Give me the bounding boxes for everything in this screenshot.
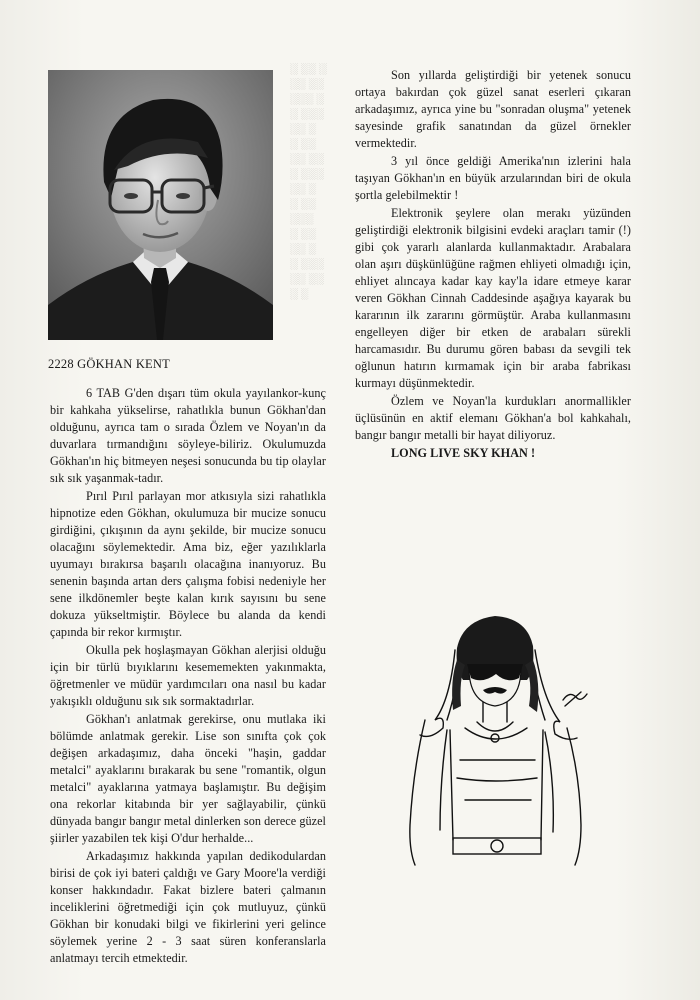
- portrait-photo: [48, 70, 273, 340]
- paragraph: Gökhan'ı anlatmak gerekirse, onu mutlaka iki bölümde anlatmak gerekir. Lise son sınıfta çok çok değişen arkadaşımız, daha önceki "haşin, gaddar metalci" ayaklarını bırakarak bu sene "romantik, olgun metalci" ayaklarına yatmaya başlamıştır. Bu değişim ona rekorlar kitabında bir yer sağlayabilir, çünkü dünyada bangır bangır metal dinlerken son derece güzel şiirler yazabilen tek kişi O'dur herhalde...: [50, 712, 326, 845]
- paragraph: Özlem ve Noyan'la kurdukları anormallikler üçlüsünün en aktif elemanı Gökhan'a bol kahkahalı, bangır bangır metalli bir hayat diliyoruz.: [355, 394, 631, 442]
- portrait-image: [48, 70, 273, 340]
- left-column: [50, 385, 326, 968]
- closing-line: LONG LIVE SKY KHAN !: [391, 446, 536, 460]
- paragraph: Okulla pek hoşlaşmayan Gökhan alerjisi olduğu için bir türlü bıyıklarını kesememekten yakınmakta, öğretmenler ve müdür yardımcıları ona nasıl bu kadar yakışıklı olduğunu sık sık sormaktadırlar.: [50, 643, 326, 708]
- paragraph: Elektronik şeylere olan merakı yüzünden geliştirdiği elektronik bilgisini evdeki araçları tamir (!) gibi çok yararlı alanlarda kullanmaktadır. Arabalara olan aşırı düşkünlüğüne rağmen ehliyeti olmadığı için, ehliyet alıncaya kadar kay kay'la idare etmeye karar veren Gökhan Cinnah Caddesinde aşağıya kayarak bu kararının ilk zararını görmüştür. Araba kullanmasını engelleyen diğer bir etken de arabaları sürekli harcamasıdır. Bu durumu gören babası da sevgili tek oğlunun hatırın kırmamak için bir araba fabrikası kurmayı düşünmektedir.: [355, 206, 631, 390]
- paragraph: Son yıllarda geliştirdiği bir yetenek sonucu ortaya bakırdan çok güzel sanat eserleri çıkaran arkadaşımız, ayrıca yine bu "sonradan oluşma" yetenek sayesinde grafik sanatından da güzel örnekler vermektedir.: [355, 68, 631, 150]
- right-column: [355, 67, 631, 463]
- paragraph: 6 TAB G'den dışarı tüm okula yayılankor-kunç bir kahkaha yükselirse, rahatlıkla bunun Gökhan'dan olduğunu, ayrıca tam o sırada Özlem ve Noyan'ın da duvarlara tırmandığını söyleye-biliriz. Okulumuzda Gökhan'ın hiç bitmeyen neşesi sonucunda bu tip olaylar sık sık yaşanmak-tadır.: [50, 386, 326, 485]
- bleed-through-text: ░ ░░ ░ ░░ ░░ ░░░ ░ ░ ░░░ ░░ ░ ░ ░░ ░░ ░░ ░ ░░░ ░░ ░ ░ ░░ ░░░ ░ ░░ ░░ ░ ░ ░░░ ░░ ░░ ░ ░: [290, 63, 327, 300]
- student-caption: 2228 GÖKHAN KENT: [48, 357, 170, 371]
- caricature-drawing: [395, 610, 595, 875]
- paragraph: Pırıl Pırıl parlayan mor atkısıyla sizi rahatlıkla hipnotize eden Gökhan, okulumuza bir mucize sonucu girdiğini, çıkışının da aynı şekilde, bir mucize sonucu olacağını söylemektedir. Ama biz, eğer yazılıklarla uyumayı bırakırsa başarılı olacağına inanıyoruz. Bu senenin başında artan ders çalışma fobisi nedeniyle her sene ilkdönemler beşte kalan kırık sayısını bu sene dokuza yükseltmiştir. Böylece bu alanda da kendi çapında bir rekor kırmıştır.: [50, 489, 326, 639]
- paragraph: Arkadaşımız hakkında yapılan dedikodulardan birisi de çok iyi bateri çaldığı ve Gary Moore'la verdiği konser hakkındadır. Fakat bizlere bateri çalmanın inceliklerini öğretmediği için çok mutluyuz, çünkü Gökhan bir konudaki bilgi ve fikirlerini yeri gelince söylemek yerine 2 - 3 saat süren konferanslarla anlatmayı tercih etmektedir.: [50, 849, 326, 965]
- paragraph: 3 yıl önce geldiği Amerika'nın izlerini hala taşıyan Gökhan'ın en büyük arzularından biri de okula şortla gelebilmektir !: [355, 154, 631, 202]
